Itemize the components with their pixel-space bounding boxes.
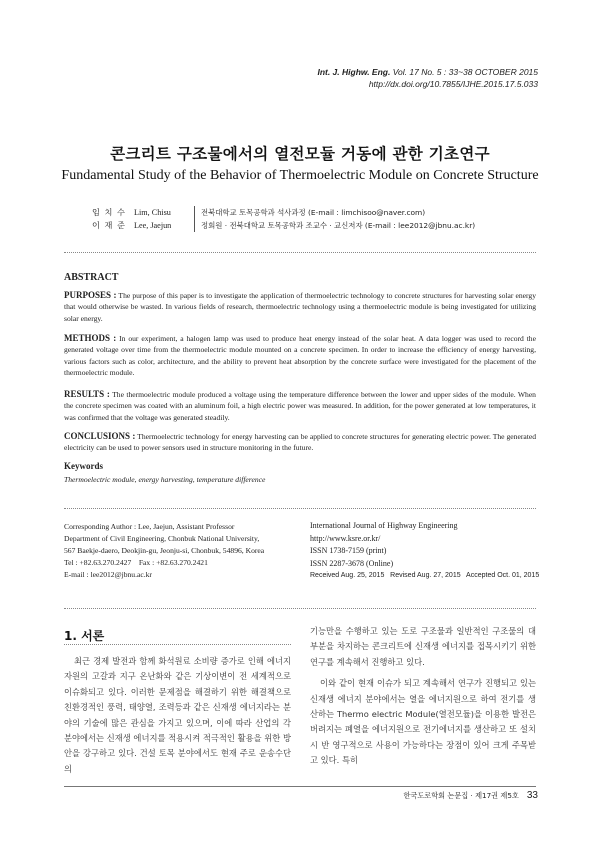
author-divider bbox=[194, 206, 195, 232]
journal-url[interactable]: http://www.ksre.or.kr/ bbox=[310, 533, 381, 543]
section-title-rule bbox=[64, 644, 291, 645]
body-column-right bbox=[310, 624, 536, 769]
conclusions-text: Thermoelectric technology for energy harvesting can be applied to concrete structures for generating electric power. The generated electricity can be used to power sensors used in structure monitoring in the future. bbox=[64, 432, 536, 453]
intro-paragraph-cont: 기능만을 수행하고 있는 도로 구조물과 일반적인 구조물의 대부분을 차지하는 콘크리트에 신재생 에너지를 접목시키기 위한 연구를 계속해서 진행하고 있다. bbox=[310, 626, 536, 667]
title-english: Fundamental Study of the Behavior of Thermoelectric Module on Concrete Structure bbox=[61, 168, 539, 183]
page-footer bbox=[403, 790, 538, 801]
abstract-conclusions bbox=[64, 431, 536, 454]
correspondence-block bbox=[64, 521, 314, 581]
intro-paragraph-2: 이와 같이 현재 이슈가 되고 계속해서 연구가 진행되고 있는 신재생 에너지 분야에서는 열을 에너지원으로 하여 전기를 생산하는 Thermo electric Module(열전모듈)을 이용한 발전은 버려지는 폐열을 에너지원으로 전기에너지를 생산하고 또 설치 시 반 영구적으로 사용이 가능하다는 장점이 있어 크게 주목받고 있다. 특히 bbox=[310, 678, 536, 766]
keywords-heading: Keywords bbox=[64, 461, 103, 471]
issn-online: ISSN 2287-3678 (Online) bbox=[310, 558, 394, 568]
section-title-introduction: 1. 서론 bbox=[64, 629, 105, 643]
keywords-text: Thermoelectric module, energy harvesting, temperature difference bbox=[64, 475, 266, 484]
abstract-heading: ABSTRACT bbox=[64, 272, 119, 283]
author-1-affiliation: 전북대학교 토목공학과 석사과정 (E-mail : limchisoo@naver.com) bbox=[201, 208, 426, 217]
conclusions-label: CONCLUSIONS : bbox=[64, 431, 136, 441]
results-label: RESULTS : bbox=[64, 389, 110, 399]
corr-department: Department of Civil Engineering, Chonbuk National University, bbox=[64, 534, 260, 543]
author-2-names bbox=[92, 219, 190, 232]
author-block bbox=[92, 206, 475, 232]
journal-header bbox=[317, 66, 538, 90]
journal-name: International Journal of Highway Engineering bbox=[310, 521, 458, 530]
author-1-names bbox=[92, 206, 190, 219]
abstract-results bbox=[64, 389, 536, 423]
journal-abbr: Int. J. Highw. Eng. bbox=[317, 67, 391, 77]
divider-bottom bbox=[64, 608, 536, 609]
purposes-label: PURPOSES : bbox=[64, 290, 117, 300]
author-2-name-en: Lee, Jaejun bbox=[134, 221, 172, 230]
footer-journal: 한국도로학회 논문집 · 제17권 제5호 bbox=[403, 791, 519, 800]
author-2-name-ko: 이 재 준 bbox=[92, 220, 126, 230]
author-1-name-en: Lim, Chisu bbox=[134, 208, 171, 217]
author-2-affiliation: 정회원 · 전북대학교 토목공학과 조교수 · 교신저자 (E-mail : lee2012@jbnu.ac.kr) bbox=[201, 221, 476, 230]
methods-text: In our experiment, a halogen lamp was used to produce heat energy instead of the solar heat. A data logger was used to record the generated voltage over time from the thermoelectric module mounted on a concrete specimen. In order to increase the efficiency of energy harvesting, various factors such as color, architecture, and the ability to prevent heat absorption by the concrete surface were investigated for the placement of the thermoelectric module. bbox=[64, 334, 536, 378]
body-column-left bbox=[64, 654, 291, 777]
purposes-text: The purpose of this paper is to investigate the application of thermoelectric technology to concrete structures for harvesting solar energy that would otherwise be wasted. In various fields of research, thermoelectric technology using a thermoelectric module is being investigated for utilizing solar energy. bbox=[64, 291, 536, 323]
divider-top bbox=[64, 252, 536, 253]
journal-info-block bbox=[310, 520, 540, 583]
corr-email[interactable]: E-mail : lee2012@jbnu.ac.kr bbox=[64, 570, 152, 579]
page-number: 33 bbox=[526, 790, 538, 801]
corr-author: Corresponding Author : Lee, Jaejun, Assistant Professor bbox=[64, 522, 235, 531]
corr-phone: Tel : +82.63.270.2427 Fax : +82.63.270.2421 bbox=[64, 558, 208, 567]
abstract-purposes bbox=[64, 290, 536, 324]
footer-rule bbox=[64, 786, 536, 787]
abstract-methods bbox=[64, 333, 536, 379]
author-1-name-ko: 임 치 수 bbox=[92, 207, 126, 217]
divider-mid bbox=[64, 508, 536, 509]
results-text: The thermoelectric module produced a voltage using the temperature difference between the lower and upper sides of the module. When the concrete specimen was coated with an aluminum foil, a high electric power was measured. In addition, for the power generated at low temperatures, it was confirmed that the voltage was generated steadily. bbox=[64, 390, 536, 422]
methods-label: METHODS : bbox=[64, 333, 117, 343]
received-dates: Received Aug. 25, 2015 Revised Aug. 27, 2015 Accepted Oct. 01, 2015 bbox=[310, 572, 540, 579]
intro-paragraph-1: 최근 경제 발전과 함께 화석원료 소비량 증가로 인해 에너지 자원의 고갈과 지구 온난화와 같은 기상이변이 전 세계적으로 이슈화되고 있다. 이러한 문제점을 해결하기 위한 해결책으로 친환경적인 풍력, 태양열, 조력등과 같은 신재생 에너지라는 분야의 기술에 많은 관심을 가지고 있으며, 이에 따라 산업의 각 분야에서는 신재생 에너지를 적용시켜 적극적인 활용을 위한 방안을 강구하고 있다. 건설 토목 분야에서도 현재 주로 운송수단의 bbox=[64, 656, 291, 774]
volume-info: Vol. 17 No. 5 : 33~38 OCTOBER 2015 bbox=[390, 67, 538, 77]
title-korean: 콘크리트 구조물에서의 열전모듈 거동에 관한 기초연구 bbox=[110, 145, 490, 163]
doi-link[interactable]: http://dx.doi.org/10.7855/IJHE.2015.17.5.033 bbox=[368, 79, 538, 89]
issn-print: ISSN 1738-7159 (print) bbox=[310, 546, 387, 555]
corr-address: 567 Baekje-daero, Deokjin-gu, Jeonju-si, Chonbuk, 54896, Korea bbox=[64, 546, 265, 555]
